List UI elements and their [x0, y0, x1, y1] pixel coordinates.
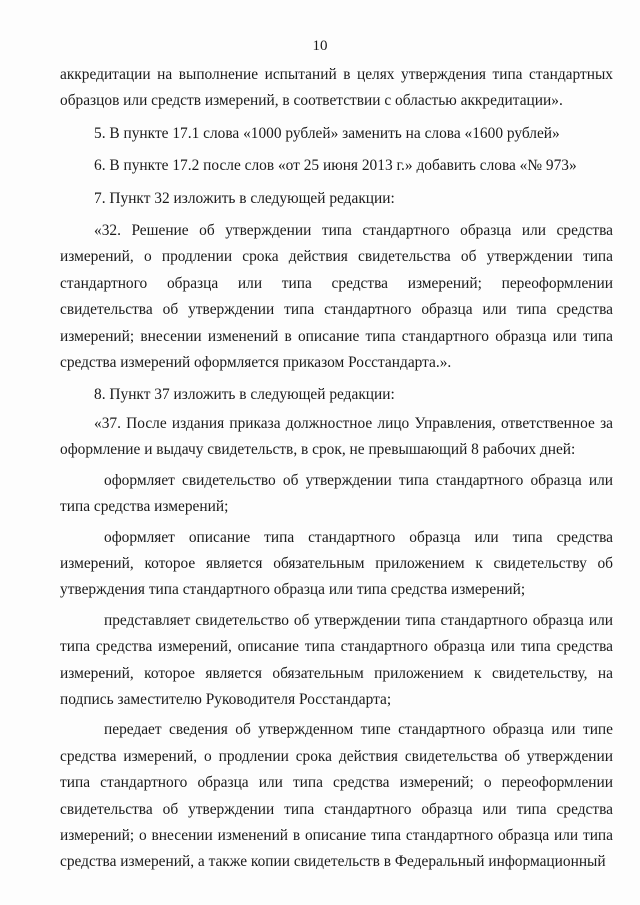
paragraph-clause-37-item-1: оформляет свидетельство об утверждении типа стандартного образца или типа средства измерений;: [60, 471, 613, 516]
paragraph-clause-37-item-4: передает сведения об утвержденном типе стандартного образца или типе средства измерений, о продлении срока действия свидетельства об утверждении типа стандартного образца или типа средства измерений; о переоформлении свидетельства об утверждении типа стандартного образца или типа средства измерений; о внесении изменений в описание типа стандартного образца или типа средства измерений, а также копии свидетельств в Федеральный информационный: [60, 721, 613, 871]
paragraph-clause-32: «32. Решение об утверждении типа стандартного образца или средства измерений, о продлении срока действия свидетельства об утверждении типа стандартного образца или типа средства измерений; переоформлении свидетельства об утверждении типа стандартного образца или типа средства измерений; внесении изменений в описание типа стандартного образца или типа средства измерений оформляется приказом Росстандарта.».: [60, 222, 613, 372]
paragraph-clause-37: «37. После издания приказа должностное лицо Управления, ответственное за оформление и выдачу свидетельств, в срок, не превышающий 8 рабочих дней:: [60, 414, 613, 459]
paragraph-clause-37-item-3: представляет свидетельство об утверждении типа стандартного образца или типа средства измерений, описание типа стандартного образца или типа средства измерений, которое является обязательным приложением к свидетельству, на подпись заместителю Руководителя Росстандарта;: [60, 611, 613, 708]
paragraph-item-6: 6. В пункте 17.2 после слов «от 25 июня 2013 г.» добавить слова «№ 973»: [94, 157, 577, 175]
paragraph-item-7: 7. Пункт 32 изложить в следующей редакции:: [94, 189, 395, 207]
paragraph-continuation: аккредитации на выполнение испытаний в целях утверждения типа стандартных образцов или средств измерений, в соответствии с областью аккредитации».: [60, 66, 613, 110]
paragraph-item-8: 8. Пункт 37 изложить в следующей редакции:: [94, 386, 395, 404]
document-body: [60, 62, 613, 876]
paragraph-item-5: 5. В пункте 17.1 слова «1000 рублей» заменить на слова «1600 рублей»: [94, 124, 560, 142]
paragraph-clause-37-item-2: оформляет описание типа стандартного образца или типа средства измерений, которое является обязательным приложением к свидетельству об утверждения типа стандартного образца или типа средства измерений;: [60, 528, 613, 599]
page-number: 10: [312, 38, 328, 54]
